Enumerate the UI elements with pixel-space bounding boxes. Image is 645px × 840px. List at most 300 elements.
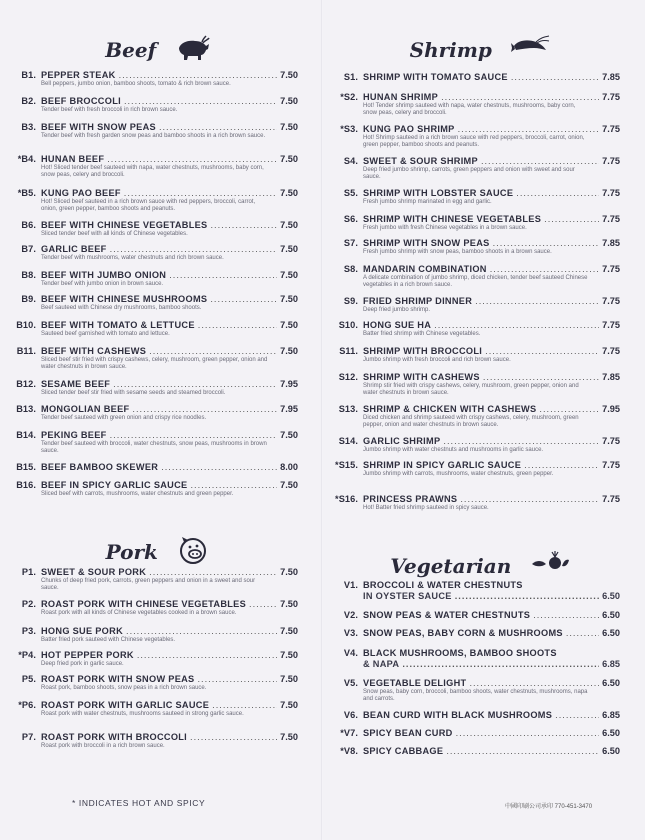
item-code: B11. <box>16 346 36 356</box>
item-code: S11. <box>339 346 358 356</box>
menu-item <box>330 372 620 397</box>
item-code: V4. <box>343 648 358 658</box>
item-description: Sauteed beef garnished with tomato and lettuce. <box>41 331 170 337</box>
pig-icon <box>176 536 210 571</box>
item-price: 7.50 <box>280 346 298 356</box>
item-name: HUNAN SHRIMP <box>363 92 439 102</box>
item-description: Hot! Sliced beef sauteed in a rich brown sauce with red peppers, broccoli, carrot, onion, green pepper, bamboo shoots and peanuts. <box>41 199 256 212</box>
item-description: Deep fried pork in garlic sauce. <box>41 661 124 667</box>
item-price: 7.50 <box>280 220 298 230</box>
beef-header <box>8 34 308 70</box>
item-name: SHRIMP WITH CASHEWS <box>363 372 480 382</box>
item-description: Tender beef with fresh garden snow peas and bamboo shoots in a rich brown sauce. <box>41 133 266 139</box>
pork-section <box>8 536 308 749</box>
leader-dots <box>544 214 599 225</box>
menu-item <box>330 92 620 117</box>
leader-dots <box>402 659 599 670</box>
item-price: 7.75 <box>602 296 620 306</box>
menu-item-row <box>330 188 620 199</box>
item-name: KUNG PAO BEEF <box>41 188 121 198</box>
menu-item-row <box>8 379 298 390</box>
item-name: HONG SUE PORK <box>41 626 124 636</box>
item-name: PRINCESS PRAWNS <box>363 494 458 504</box>
item-description: Fresh jumbo shrimp marinated in egg and garlic. <box>363 199 492 205</box>
item-description: Roast pork, bamboo shoots, snow peas in a rich brown sauce. <box>41 685 207 691</box>
leader-dots <box>483 372 599 383</box>
item-code: S13. <box>338 404 358 414</box>
item-name: BEEF WITH TOMATO & LETTUCE <box>41 320 195 330</box>
item-code: B7. <box>21 244 36 254</box>
menu-item-row <box>8 188 298 199</box>
shrimp-icon <box>510 34 550 61</box>
item-name: PEPPER STEAK <box>41 70 116 80</box>
item-name: PEKING BEEF <box>41 430 107 440</box>
menu-item <box>8 294 298 312</box>
menu-item-row <box>8 732 298 743</box>
item-name: SHRIMP WITH SNOW PEAS <box>363 238 490 248</box>
item-description: Sliced beef stir fried with crispy cashews, celery, mushroom, green pepper, onion and water chestnuts in brown sauce. <box>41 357 268 370</box>
leader-dots <box>481 156 599 167</box>
item-description: Jumbo shrimp with water chestnuts and mushrooms in garlic sauce. <box>363 447 544 453</box>
menu-item <box>8 599 298 617</box>
item-name-continued-row <box>363 591 620 602</box>
menu-item-row <box>8 244 298 255</box>
item-name: SHRIMP WITH CHINESE VEGETABLES <box>363 214 542 224</box>
item-price: 6.50 <box>602 746 620 756</box>
menu-item-row <box>330 678 620 689</box>
menu-item <box>8 96 298 114</box>
item-code: B2. <box>21 96 36 106</box>
menu-item <box>8 626 298 644</box>
item-description: Batter fried shrimp with Chinese vegetables. <box>363 331 481 337</box>
item-code: B8. <box>21 270 36 280</box>
leader-dots <box>455 591 599 602</box>
item-price: 7.50 <box>280 599 298 609</box>
item-code: B12. <box>16 379 36 389</box>
menu-item <box>8 674 298 692</box>
leader-dots <box>539 404 599 415</box>
item-description: Fresh jumbo with fresh Chinese vegetables in a brown sauce. <box>363 225 527 231</box>
menu-item <box>330 746 620 757</box>
item-price: 7.95 <box>280 404 298 414</box>
menu-item-row <box>8 626 298 637</box>
menu-item <box>8 650 298 668</box>
item-code: S1. <box>343 72 358 82</box>
item-price: 7.75 <box>602 460 620 470</box>
item-price: 6.50 <box>602 678 620 688</box>
leader-dots <box>458 124 599 135</box>
item-description: Jumbo shrimp with fresh broccoli and rich brown sauce. <box>363 357 511 363</box>
menu-item <box>330 404 620 429</box>
leader-dots <box>210 220 277 231</box>
leader-dots <box>190 732 277 743</box>
item-name: SHRIMP WITH BROCCOLI <box>363 346 483 356</box>
menu-item <box>330 648 620 670</box>
item-description: A delicate combination of jumbo shrimp, diced chicken, tender beef sauteed Chinese vegetables in a rich brown sauce. <box>363 275 588 288</box>
menu-item-row <box>8 404 298 415</box>
beef-section <box>8 34 308 497</box>
item-code: B14. <box>16 430 36 440</box>
menu-item <box>8 122 298 140</box>
menu-item <box>330 124 620 149</box>
item-name: BEEF WITH JUMBO ONION <box>41 270 167 280</box>
menu-item <box>330 710 620 721</box>
menu-item <box>8 244 298 262</box>
item-code: S7. <box>343 238 358 248</box>
item-price: 8.00 <box>280 462 298 472</box>
item-name: SNOW PEAS, BABY CORN & MUSHROOMS <box>363 628 563 638</box>
menu-item-row <box>8 430 298 441</box>
item-name: SNOW PEAS & WATER CHESTNUTS <box>363 610 531 620</box>
leader-dots <box>210 294 277 305</box>
item-name: SHRIMP WITH TOMATO SAUCE <box>363 72 508 82</box>
item-price: 7.50 <box>280 320 298 330</box>
menu-item <box>330 346 620 364</box>
leader-dots <box>137 650 277 661</box>
menu-item-row <box>8 567 298 578</box>
item-price: 7.50 <box>280 674 298 684</box>
menu-item <box>330 320 620 338</box>
leader-dots <box>124 96 277 107</box>
item-name: BEEF BROCCOLI <box>41 96 121 106</box>
leader-dots <box>555 710 599 721</box>
item-price: 7.75 <box>602 156 620 166</box>
item-price: 7.50 <box>280 626 298 636</box>
item-description: Hot! Shrimp sauteed in a rich brown sauce with red peppers, broccoli, carrot, onion, green pepper, bamboo shoots and peanuts. <box>363 135 585 148</box>
item-description: Shrimp stir fried with crispy cashews, celery, mushroom, green pepper, onion and water chestnuts in brown sauce. <box>363 383 579 396</box>
item-name: HUNAN BEEF <box>41 154 105 164</box>
menu-item-row <box>330 214 620 225</box>
item-price: 7.75 <box>602 494 620 504</box>
item-price: 7.50 <box>280 70 298 80</box>
item-code: S12. <box>338 372 358 382</box>
item-price: 7.50 <box>280 650 298 660</box>
item-description: Roast pork with all kinds of Chinese vegetables cooked in a brown sauce. <box>41 610 237 616</box>
leader-dots <box>493 238 600 249</box>
item-code: S4. <box>343 156 358 166</box>
item-price: 7.50 <box>280 96 298 106</box>
menu-item <box>330 238 620 256</box>
item-code: *B4. <box>17 154 36 164</box>
item-price: 6.50 <box>602 591 620 601</box>
leader-dots <box>190 480 277 491</box>
item-code: *S15. <box>335 460 358 470</box>
menu-item <box>330 156 620 181</box>
leader-dots <box>475 296 599 307</box>
item-description: Sliced tender beef with all kinds of Chinese vegetables. <box>41 231 188 237</box>
menu-item <box>8 404 298 422</box>
menu-item-row <box>330 436 620 447</box>
item-name: ROAST PORK WITH SNOW PEAS <box>41 674 195 684</box>
item-description: Tender beef with fresh broccoli in rich brown sauce. <box>41 107 178 113</box>
menu-item-row <box>8 674 298 685</box>
leader-dots <box>469 678 599 689</box>
item-code: B3. <box>21 122 36 132</box>
menu-item-row <box>330 710 620 721</box>
menu-item-row <box>330 372 620 383</box>
menu-item-row <box>330 238 620 249</box>
menu-item <box>330 678 620 703</box>
menu-item-row <box>330 610 620 621</box>
item-code: B13. <box>16 404 36 414</box>
item-description: Tender beef sauteed with broccoli, water chestnuts, snow peas, mushrooms in brown sauce. <box>41 441 267 454</box>
menu-item-row <box>330 296 620 307</box>
item-price: 7.50 <box>280 122 298 132</box>
item-price: 7.50 <box>280 700 298 710</box>
item-name: SWEET & SOUR PORK <box>41 567 147 577</box>
item-price: 7.75 <box>602 214 620 224</box>
leader-dots <box>159 122 277 133</box>
beef-title: Beef <box>105 38 157 62</box>
item-price: 7.85 <box>602 372 620 382</box>
item-price: 6.50 <box>602 728 620 738</box>
item-name: HONG SUE HA <box>363 320 432 330</box>
item-description: Diced chicken and shrimp sauteed with crispy cashews, celery, mushroom, green pepper, onion and water chestnuts in brown sauce. <box>363 415 579 428</box>
menu-item <box>8 70 298 88</box>
item-name: BEEF IN SPICY GARLIC SAUCE <box>41 480 188 490</box>
leader-dots <box>249 599 277 610</box>
leader-dots <box>434 320 599 331</box>
menu-item-row <box>330 728 620 739</box>
item-description: Hot! Sliced tender beef sauteed with napa, water chestnuts, mushrooms, baby corn, snow peas, celery and broccoli. <box>41 165 264 178</box>
item-description: Deep fried jumbo shrimp. <box>363 307 431 313</box>
item-name: BROCCOLI & WATER CHESTNUTS <box>363 580 523 590</box>
menu-item <box>330 436 620 454</box>
item-price: 7.75 <box>602 188 620 198</box>
bull-icon <box>175 34 211 67</box>
item-price: 7.50 <box>280 188 298 198</box>
item-price: 7.50 <box>280 244 298 254</box>
menu-item-row <box>330 628 620 639</box>
item-price: 7.95 <box>602 404 620 414</box>
menu-item-row <box>330 494 620 505</box>
leader-dots <box>107 154 277 165</box>
leader-dots <box>212 700 277 711</box>
shrimp-section <box>330 34 630 511</box>
leader-dots <box>456 728 600 739</box>
menu-item <box>8 732 298 750</box>
item-price: 7.75 <box>602 264 620 274</box>
item-price: 6.85 <box>602 659 620 669</box>
item-code: P2. <box>21 599 36 609</box>
item-description: Tender beef with jumbo onion in brown sauce. <box>41 281 164 287</box>
menu-item-row <box>330 346 620 357</box>
item-code: P1. <box>21 567 36 577</box>
menu-item-row <box>8 294 298 305</box>
leader-dots <box>161 462 277 473</box>
item-code: S9. <box>343 296 358 306</box>
item-code: S6. <box>343 214 358 224</box>
shrimp-header <box>330 34 630 70</box>
menu-item <box>8 700 298 718</box>
item-code: S14. <box>338 436 358 446</box>
item-name: ROAST PORK WITH BROCCOLI <box>41 732 188 742</box>
item-description: Jumbo shrimp with carrots, mushrooms, water chestnuts, green pepper. <box>363 471 554 477</box>
item-name: SHRIMP WITH LOBSTER SAUCE <box>363 188 514 198</box>
menu-item <box>330 72 620 83</box>
menu-item-row <box>330 320 620 331</box>
menu-item <box>8 220 298 238</box>
item-price: 7.75 <box>602 320 620 330</box>
item-price: 7.95 <box>280 379 298 389</box>
menu-item <box>330 188 620 206</box>
item-code: *S2. <box>340 92 358 102</box>
leader-dots <box>126 626 277 637</box>
item-code: B9. <box>21 294 36 304</box>
leader-dots <box>490 264 599 275</box>
menu-item <box>330 214 620 232</box>
item-code: *V8. <box>340 746 358 756</box>
menu-item-row <box>8 96 298 107</box>
menu-item-row <box>330 746 620 757</box>
hot-and-spicy-note: * INDICATES HOT AND SPICY <box>72 798 206 808</box>
item-code: *S16. <box>335 494 358 504</box>
menu-item-row <box>330 580 620 591</box>
printer-phone: 中國印刷公司承印 770-451-3470 <box>505 804 593 810</box>
leader-dots <box>149 567 277 578</box>
item-name: SWEET & SOUR SHRIMP <box>363 156 478 166</box>
menu-item <box>8 346 298 371</box>
menu-item <box>8 154 298 179</box>
vegetarian-title: Vegetarian <box>390 554 512 578</box>
leader-dots <box>110 244 278 255</box>
shrimp-title: Shrimp <box>409 38 492 62</box>
item-name: KUNG PAO SHRIMP <box>363 124 455 134</box>
item-price: 7.50 <box>280 567 298 577</box>
leader-dots <box>113 379 277 390</box>
item-name: GARLIC BEEF <box>41 244 107 254</box>
item-description: Fresh jumbo shrimp with snow peas, bamboo shoots in a brown sauce. <box>363 249 552 255</box>
menu-item-row <box>330 404 620 415</box>
pork-title: Pork <box>105 540 158 564</box>
item-description: Roast pork with broccoli in a rich brown sauce. <box>41 743 165 749</box>
item-description: Deep fried jumbo shrimp, carrots, green peppers and onion with sweet and sour sauce. <box>363 167 575 180</box>
item-code: *P4. <box>18 650 36 660</box>
menu-item-row <box>8 650 298 661</box>
menu-item-row <box>330 92 620 103</box>
item-price: 7.75 <box>602 124 620 134</box>
item-name: FRIED SHRIMP DINNER <box>363 296 473 306</box>
leader-dots <box>198 320 277 331</box>
item-name: SPICY BEAN CURD <box>363 728 453 738</box>
item-name: BEEF WITH CHINESE VEGETABLES <box>41 220 208 230</box>
item-name: MONGOLIAN BEEF <box>41 404 130 414</box>
item-price: 7.75 <box>602 436 620 446</box>
item-name: VEGETABLE DELIGHT <box>363 678 467 688</box>
item-name: BEAN CURD WITH BLACK MUSHROOMS <box>363 710 553 720</box>
item-name: BEEF WITH CASHEWS <box>41 346 147 356</box>
leader-dots <box>443 436 599 447</box>
leader-dots <box>485 346 599 357</box>
leader-dots <box>511 72 599 83</box>
item-code: V1. <box>343 580 358 590</box>
item-code: *P6. <box>18 700 36 710</box>
leader-dots <box>446 746 599 757</box>
item-name: SPICY CABBAGE <box>363 746 444 756</box>
item-name: SESAME BEEF <box>41 379 111 389</box>
item-price: 7.50 <box>280 294 298 304</box>
item-code: S8. <box>343 264 358 274</box>
item-code: V3. <box>343 628 358 638</box>
menu-item-row <box>330 264 620 275</box>
leader-dots <box>460 494 599 505</box>
item-description: Sliced tender beef stir fried with sesame seeds and steamed broccoli. <box>41 390 226 396</box>
item-description: Hot! Batter fried shrimp sauteed in spicy sauce. <box>363 505 489 511</box>
item-price: 7.75 <box>602 92 620 102</box>
item-code: *V7. <box>340 728 358 738</box>
item-name: BEEF BAMBOO SKEWER <box>41 462 159 472</box>
menu-item-row <box>8 122 298 133</box>
item-description: Batter fried pork sauteed with Chinese vegetables. <box>41 637 176 643</box>
item-description: Snow peas, baby corn, broccoli, bamboo shoots, water chestnuts, mushrooms, napa and carrots. <box>363 689 588 702</box>
item-price: 7.50 <box>280 430 298 440</box>
item-name: HOT PEPPER PORK <box>41 650 134 660</box>
leader-dots <box>533 610 599 621</box>
item-name: ROAST PORK WITH GARLIC SAUCE <box>41 700 210 710</box>
leader-dots <box>524 460 599 471</box>
menu-item <box>8 480 298 498</box>
leader-dots <box>149 346 277 357</box>
item-name: GARLIC SHRIMP <box>363 436 441 446</box>
menu-item-row <box>8 599 298 610</box>
menu-item-row <box>8 480 298 491</box>
menu-item-row <box>330 460 620 471</box>
leader-dots <box>119 70 278 81</box>
item-price: 7.85 <box>602 72 620 82</box>
item-name: SHRIMP IN SPICY GARLIC SAUCE <box>363 460 522 470</box>
menu-item-row <box>8 220 298 231</box>
item-description: Beef sauteed with Chinese dry mushrooms, bamboo shoots. <box>41 305 202 311</box>
item-code: S5. <box>343 188 358 198</box>
menu-item <box>330 580 620 602</box>
leader-dots <box>197 674 277 685</box>
item-code: V6. <box>343 710 358 720</box>
item-code: P7. <box>21 732 36 742</box>
vegetable-icon <box>530 550 570 577</box>
menu-item <box>8 188 298 213</box>
menu-item <box>8 270 298 288</box>
item-name: BEEF WITH SNOW PEAS <box>41 122 156 132</box>
menu-item <box>8 430 298 455</box>
item-price: 6.50 <box>602 610 620 620</box>
item-price: 7.50 <box>280 732 298 742</box>
item-code: B10. <box>16 320 36 330</box>
item-code: B6. <box>21 220 36 230</box>
item-name: ROAST PORK WITH CHINESE VEGETABLES <box>41 599 247 609</box>
menu-item <box>330 460 620 478</box>
item-price: 7.50 <box>280 270 298 280</box>
leader-dots <box>132 404 277 415</box>
item-description: Tender beef sauteed with green onion and crispy rice noodles. <box>41 415 207 421</box>
leader-dots <box>566 628 599 639</box>
item-code: B1. <box>21 70 36 80</box>
menu-item-row <box>8 700 298 711</box>
menu-item-row <box>8 154 298 165</box>
menu-item-row <box>330 72 620 83</box>
item-code: *S3. <box>340 124 358 134</box>
item-name: MANDARIN COMBINATION <box>363 264 487 274</box>
menu-item <box>8 320 298 338</box>
item-price: 6.85 <box>602 710 620 720</box>
leader-dots <box>124 188 277 199</box>
vegetarian-section <box>330 550 630 756</box>
menu-item <box>330 494 620 512</box>
menu-item-row <box>330 124 620 135</box>
item-name-continued: & NAPA <box>363 659 400 669</box>
item-name-continued-row <box>363 659 620 670</box>
menu-item <box>330 628 620 639</box>
item-price: 7.50 <box>280 480 298 490</box>
